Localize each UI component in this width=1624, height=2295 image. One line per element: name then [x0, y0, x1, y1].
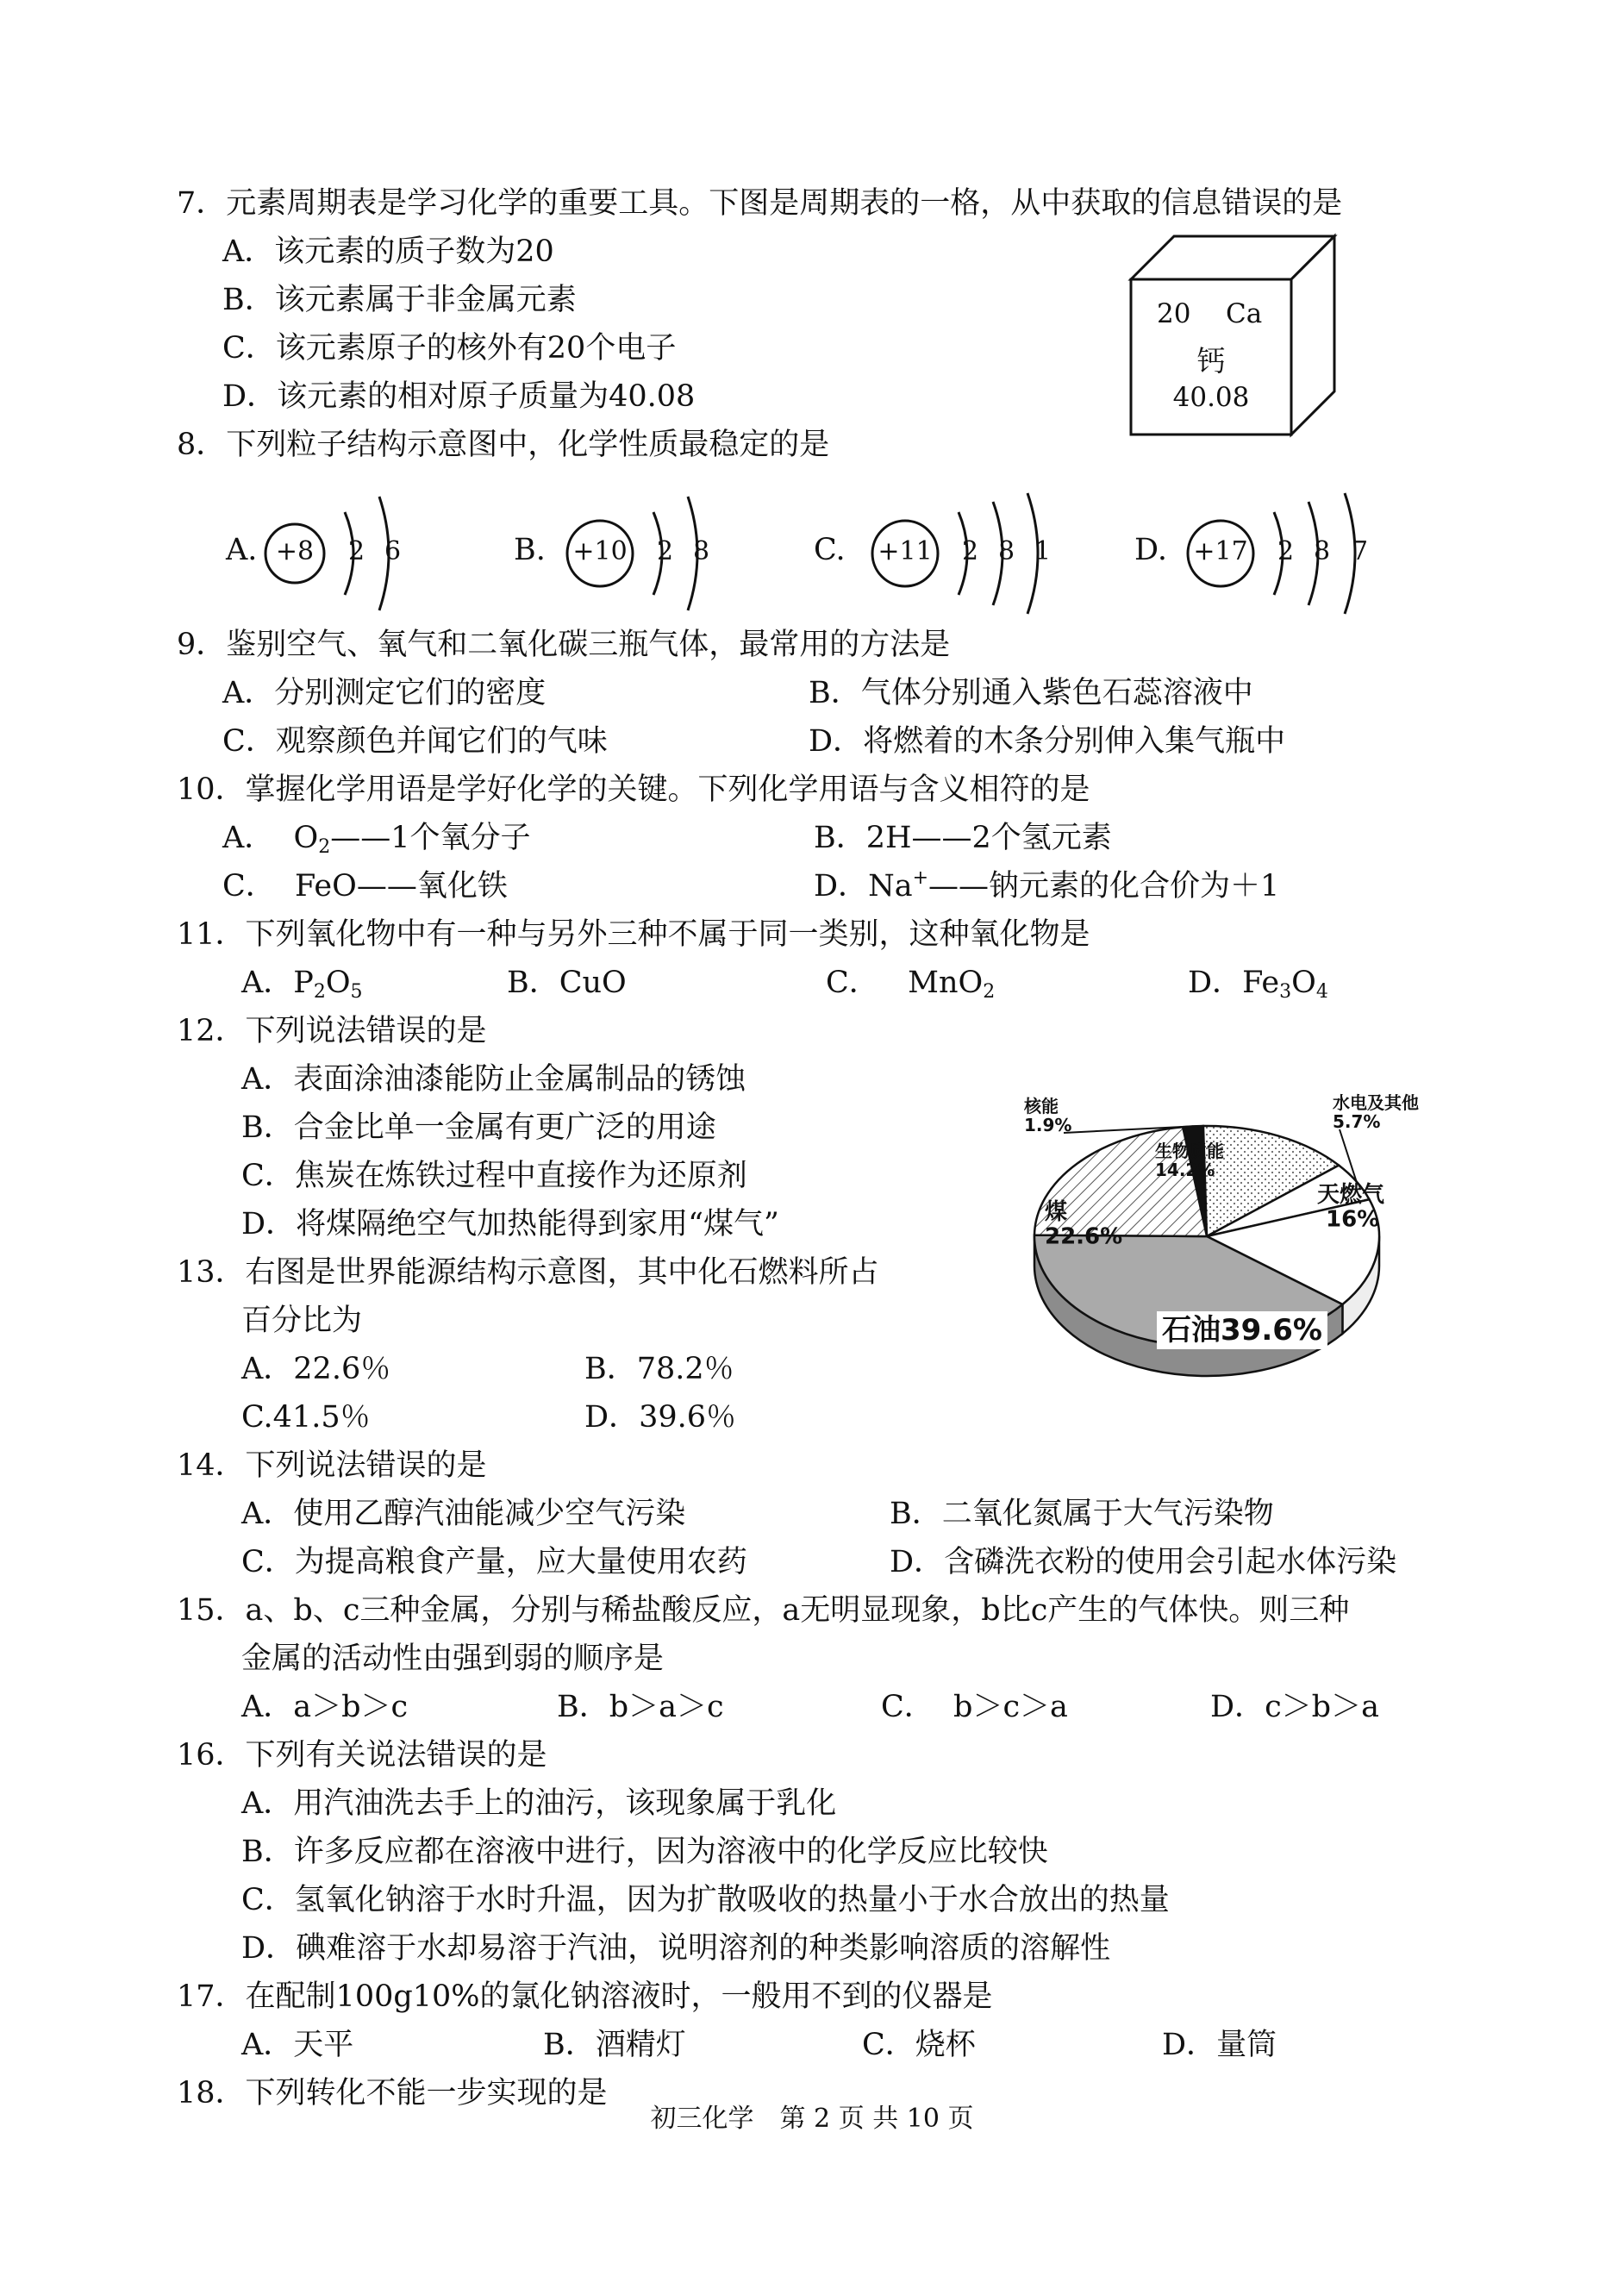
- page-footer: 初三化学 第 2 页 共 10 页: [650, 2104, 974, 2134]
- pie-label-coal: 煤 22.6%: [1045, 1199, 1123, 1250]
- q15-stem-cont: 金属的活动性由强到弱的顺序是: [241, 1642, 665, 1676]
- q13-stem: 13．右图是世界能源结构示意图，其中化石燃料所占: [177, 1255, 879, 1290]
- q12-option-d[interactable]: D．将煤隔绝空气加热能得到家用“煤气”: [241, 1207, 779, 1241]
- atom-diagram-c: [814, 490, 1072, 617]
- q10-option-a[interactable]: A． $O_2——1$个氧分子: [222, 821, 531, 858]
- pie-label-gas: 天燃气 16%: [1317, 1182, 1385, 1233]
- energy-pie-chart: [1019, 1085, 1419, 1405]
- pie-label-biomass: 生物质能 14.2%: [1155, 1141, 1224, 1180]
- q18-stem: 18．下列转化不能一步实现的是: [177, 2076, 608, 2111]
- element-mass: 40.08: [1172, 382, 1250, 413]
- q17-option-d[interactable]: D．量筒: [1162, 2028, 1277, 2062]
- q8-stem: 8．下列粒子结构示意图中，化学性质最稳定的是: [177, 428, 830, 462]
- q7-option-d[interactable]: D．该元素的相对原子质量为40.08: [222, 379, 696, 414]
- element-card: [1129, 231, 1336, 438]
- q9-option-b[interactable]: B．气体分别通入紫色石蕊溶液中: [809, 676, 1253, 710]
- q14-option-b[interactable]: B．二氧化氮属于大气污染物: [890, 1497, 1274, 1531]
- q13-option-c[interactable]: C.41.5％: [241, 1400, 371, 1435]
- q15-option-b[interactable]: B．b＞a＞c: [557, 1690, 724, 1724]
- q7-option-c[interactable]: C．该元素原子的核外有20个电子: [222, 331, 677, 366]
- pie-label-hydro: 水电及其他 5.7%: [1333, 1092, 1419, 1132]
- q17-option-b[interactable]: B．酒精灯: [543, 2028, 686, 2062]
- q12-option-a[interactable]: A．表面涂油漆能防止金属制品的锈蚀: [241, 1062, 746, 1097]
- q15-option-d[interactable]: D．c＞b＞a: [1210, 1690, 1379, 1724]
- q13-option-d[interactable]: D．39.6％: [584, 1400, 736, 1435]
- q13-stem-cont: 百分比为: [241, 1304, 363, 1338]
- q16-option-d[interactable]: D．碘难溶于水却易溶于汽油，说明溶剂的种类影响溶质的溶解性: [241, 1931, 1111, 1966]
- q12-option-b[interactable]: B．合金比单一金属有更广泛的用途: [241, 1110, 716, 1145]
- element-atomic-number: 20: [1157, 298, 1191, 329]
- q17-stem: 17．在配制100g10%的氯化钠溶液时，一般用不到的仪器是: [177, 1979, 993, 2014]
- q11-option-a[interactable]: A．$P_2O_5$: [241, 966, 363, 1003]
- q11-option-d[interactable]: D．$Fe_3O_4$: [1188, 966, 1328, 1003]
- q14-option-d[interactable]: D．含磷洗衣粉的使用会引起水体污染: [890, 1545, 1397, 1579]
- q16-option-a[interactable]: A．用汽油洗去手上的油污，该现象属于乳化: [241, 1786, 837, 1821]
- q14-stem: 14．下列说法错误的是: [177, 1448, 487, 1483]
- pie-label-oil: 石油39.6%: [1162, 1313, 1322, 1348]
- q10-stem: 10．掌握化学用语是学好化学的关键。下列化学用语与含义相符的是: [177, 772, 1090, 807]
- q10-option-c[interactable]: C． FeO——氧化铁: [222, 869, 508, 904]
- q13-option-a[interactable]: A．22.6％: [241, 1352, 391, 1386]
- q14-option-a[interactable]: A．使用乙醇汽油能减少空气污染: [241, 1497, 686, 1531]
- q7-stem: 7．元素周期表是学习化学的重要工具。下图是周期表的一格，从中获取的信息错误的是: [177, 186, 1343, 221]
- q8-option-b[interactable]: B. +10 2 8: [514, 490, 721, 617]
- q9-stem: 9．鉴别空气、氧气和二氧化碳三瓶气体，最常用的方法是: [177, 628, 951, 662]
- q17-option-c[interactable]: C．烧杯: [862, 2028, 976, 2062]
- q10-option-d[interactable]: D．Na+——钠元素的化合价为＋1: [814, 867, 1280, 904]
- q8-option-a[interactable]: A. +8 2 6: [226, 490, 415, 617]
- q13-option-b[interactable]: B．78.2％: [584, 1352, 734, 1386]
- q11-stem: 11．下列氧化物中有一种与另外三种不属于同一类别，这种氧化物是: [177, 917, 1090, 952]
- element-name: 钙: [1196, 344, 1226, 378]
- q17-option-a[interactable]: A．天平: [241, 2028, 354, 2062]
- q9-option-c[interactable]: C．观察颜色并闻它们的气味: [222, 724, 608, 759]
- q8-option-c[interactable]: C. +11 2 8 1: [814, 490, 1072, 617]
- q12-option-c[interactable]: C．焦炭在炼铁过程中直接作为还原剂: [241, 1159, 747, 1193]
- pie-label-nuclear: 核能 1.9%: [1024, 1096, 1072, 1135]
- element-symbol: Ca: [1226, 298, 1263, 329]
- q15-option-c[interactable]: C． b＞c＞a: [881, 1690, 1068, 1724]
- q7-option-b[interactable]: B．该元素属于非金属元素: [222, 283, 577, 317]
- q16-option-c[interactable]: C．氢氧化钠溶于水时升温，因为扩散吸收的热量小于水合放出的热量: [241, 1883, 1170, 1917]
- q16-stem: 16．下列有关说法错误的是: [177, 1738, 547, 1773]
- q11-option-c[interactable]: C． MnO$_2$: [826, 966, 996, 1003]
- q16-option-b[interactable]: B．许多反应都在溶液中进行，因为溶液中的化学反应比较快: [241, 1835, 1048, 1869]
- q10-option-b[interactable]: B．2H——2个氢元素: [814, 821, 1112, 855]
- pie-chart-svg: [1019, 1085, 1419, 1405]
- q7-option-a[interactable]: A．该元素的质子数为20: [222, 235, 554, 269]
- q15-stem: 15．a、b、c三种金属，分别与稀盐酸反应，a无明显现象，b比c产生的气体快。则三种: [177, 1593, 1350, 1628]
- q14-option-c[interactable]: C．为提高粮食产量，应大量使用农药: [241, 1545, 747, 1579]
- q12-stem: 12．下列说法错误的是: [177, 1014, 487, 1048]
- q15-option-a[interactable]: A．a＞b＞c: [241, 1690, 409, 1724]
- q11-option-b[interactable]: B．CuO: [507, 966, 627, 1000]
- q8-option-d[interactable]: D. +17 2 8 7: [1134, 490, 1402, 617]
- q9-option-a[interactable]: A．分别测定它们的密度: [222, 676, 547, 710]
- q9-option-d[interactable]: D．将燃着的木条分别伸入集气瓶中: [809, 724, 1286, 759]
